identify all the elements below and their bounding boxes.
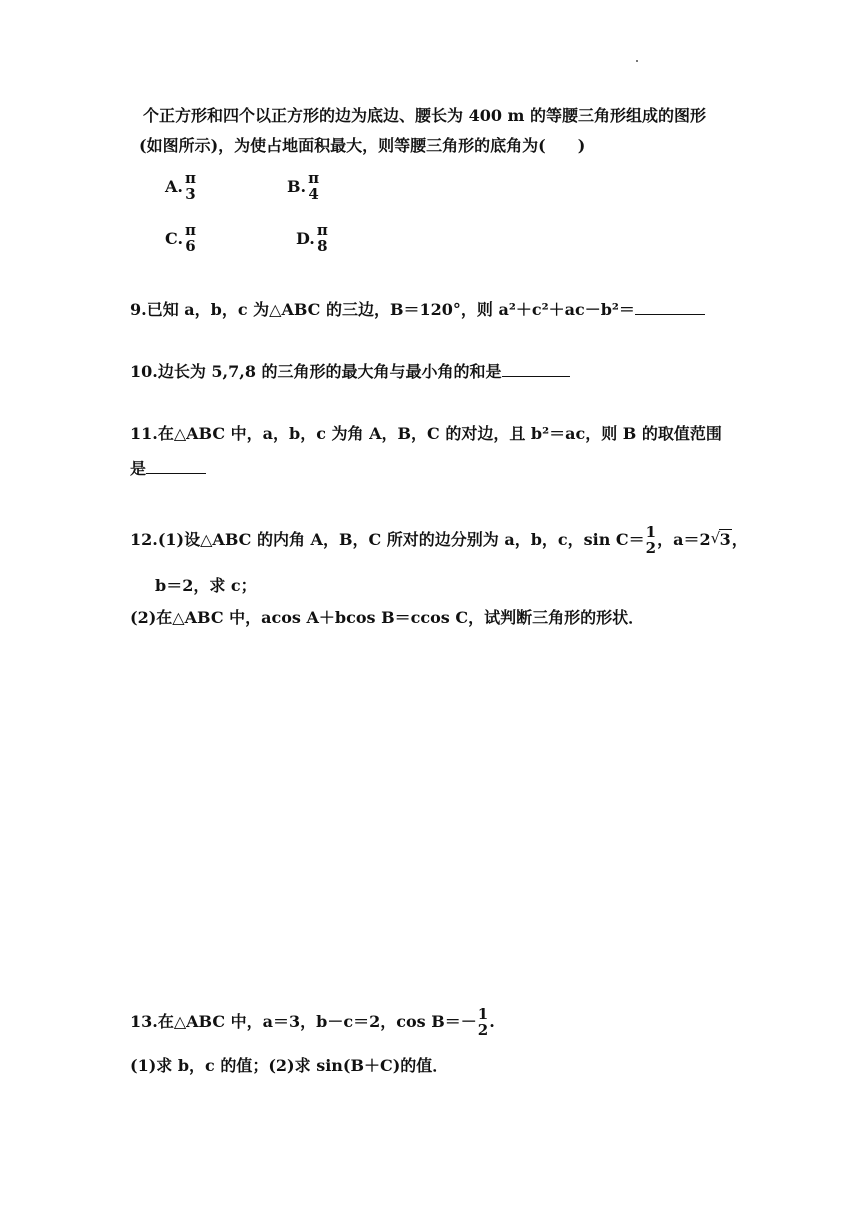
fraction-denominator: 2: [477, 1021, 489, 1039]
option-label: A.: [165, 176, 183, 196]
option-label: D.: [296, 228, 315, 248]
q8-option-c: [165, 222, 197, 254]
q11-line2: [130, 457, 206, 479]
option-label: C.: [165, 228, 184, 248]
q12-part1-text: 12.(1)设△ABC 的内角 A，B，C 所对的边分别为 a，b，c，sin C＝: [130, 530, 645, 549]
option-label: B.: [287, 176, 307, 196]
fraction-numerator: π: [316, 221, 328, 239]
radical-sign-icon: √: [710, 529, 721, 547]
q12-a-suffix: ，: [731, 530, 748, 549]
q13: [130, 1006, 495, 1038]
q12-a-prefix: ，a＝2: [657, 530, 711, 549]
fraction-denominator: 3: [185, 185, 196, 203]
fraction-numerator: 1: [477, 1005, 489, 1023]
fraction-denominator: 8: [317, 237, 328, 255]
sinC-fraction: [646, 524, 656, 556]
q12-part2: (2)在△ABC 中，acos A＋bcos B＝ccos C，试判断三角形的形状．: [130, 608, 645, 627]
q9-answer-blank[interactable]: [635, 298, 705, 315]
fraction-numerator: π: [185, 221, 197, 239]
fraction: [308, 170, 319, 202]
q8-option-d: [296, 222, 329, 254]
sqrt-expression: [711, 530, 732, 550]
q10-answer-blank[interactable]: [502, 360, 570, 377]
fraction: [185, 222, 196, 254]
fraction-denominator: 6: [185, 237, 196, 255]
page-dot: [636, 60, 638, 62]
q11-line1: 11.在△ABC 中，a，b，c 为角 A，B，C 的对边，且 b²＝ac，则 B 的取值范围: [130, 424, 722, 443]
radicand: 3: [719, 530, 731, 549]
q11-answer-blank[interactable]: [146, 457, 206, 474]
q9: [130, 298, 705, 320]
fraction-numerator: 1: [645, 523, 657, 541]
q13-sub: (1)求 b，c 的值；(2)求 sin(B＋C)的值．: [130, 1056, 449, 1075]
q12-part1: [130, 524, 748, 556]
fraction-denominator: 4: [308, 185, 319, 203]
q8-line1: 个正方形和四个以正方形的边为底边、腰长为 400 m 的等腰三角形组成的图形: [143, 106, 707, 125]
fraction: [317, 222, 328, 254]
cosB-fraction: [478, 1006, 488, 1038]
q8-option-a: [165, 170, 197, 202]
fraction-denominator: 2: [645, 539, 657, 557]
q8-option-b: [287, 170, 320, 202]
q13-text: 13.在△ABC 中，a＝3，b－c＝2，cos B＝－: [130, 1012, 477, 1031]
q12-part1-line2: b＝2，求 c；: [155, 576, 257, 595]
q8-line2: (如图所示)，为使占地面积最大，则等腰三角形的底角为( ): [139, 136, 586, 155]
q11-line2-text: 是: [130, 459, 147, 478]
fraction-numerator: π: [308, 169, 320, 187]
q10: [130, 360, 570, 382]
fraction-numerator: π: [184, 169, 196, 187]
q9-text: 9.已知 a，b，c 为△ABC 的三边，B＝120°，则 a²＋c²＋ac－b²＝: [130, 300, 635, 319]
fraction: [185, 170, 196, 202]
q13-end: .: [489, 1012, 495, 1031]
q10-text: 10.边长为 5,7,8 的三角形的最大角与最小角的和是: [130, 362, 502, 381]
